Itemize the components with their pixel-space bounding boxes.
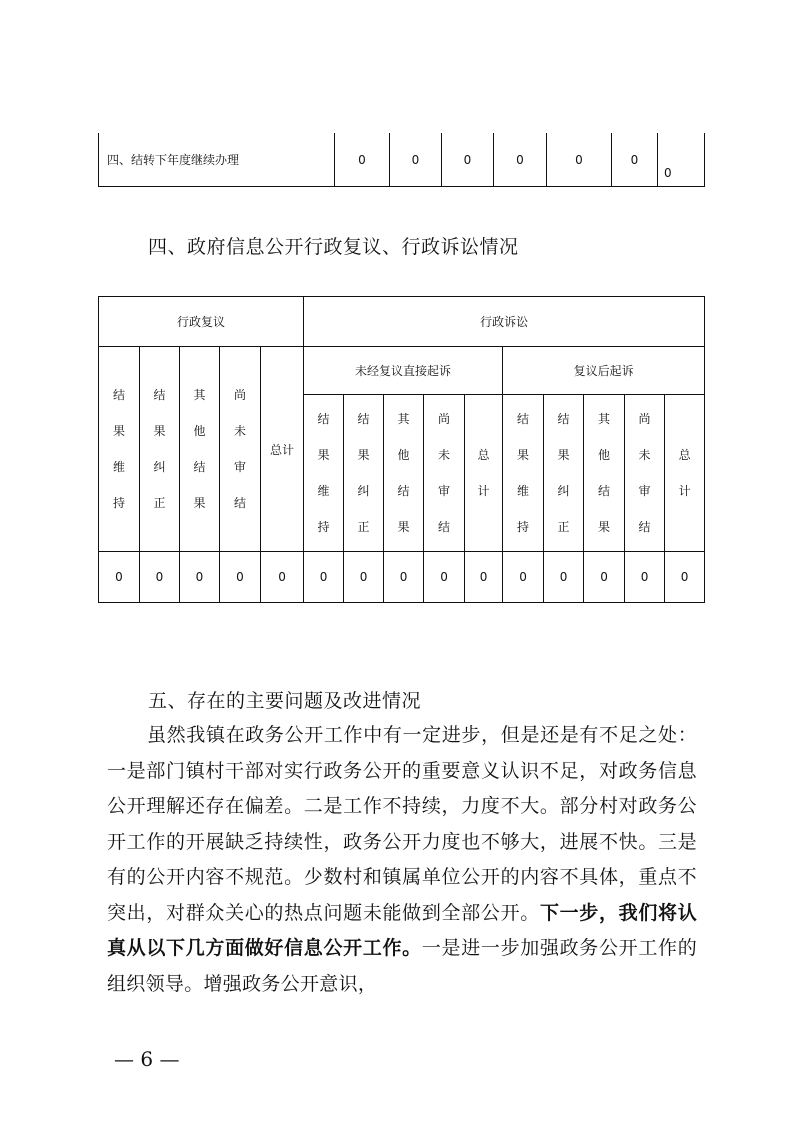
section-heading: 四、政府信息公开行政复议、行政诉讼情况: [148, 236, 519, 258]
carryover-row: [99, 133, 705, 187]
table-cell-value: 0: [424, 552, 465, 603]
col-header-upheld: 结 果 维 持: [304, 395, 344, 552]
table-cell-value: 0: [344, 552, 384, 603]
group-header-review: 行政复议: [99, 297, 304, 347]
table-cell-value: 0: [465, 552, 503, 603]
table-cell-value: 0: [99, 552, 140, 603]
table-cell-value: 0: [584, 552, 625, 603]
carryover-table: [98, 133, 705, 187]
col-header-other: 其 他 结 果: [180, 347, 220, 552]
col-header-pending: 尚 未 审 结: [220, 347, 261, 552]
table-cell-value: 0: [220, 552, 261, 603]
col-header-total: 总 计: [665, 395, 705, 552]
carryover-value: 0: [390, 133, 442, 187]
col-header-pending: 尚 未 审 结: [625, 395, 665, 552]
values-row: [99, 552, 705, 603]
page-number: — 6 —: [114, 1047, 180, 1071]
sub-header-after-review: 复议后起诉: [503, 347, 705, 395]
paragraph-text: 一是进一步加强政务公开工作的组织领导。增强政务公开意识，: [107, 937, 697, 995]
carryover-value: 0: [335, 133, 390, 187]
table-cell-value: 0: [261, 552, 304, 603]
col-header-other: 其 他 结 果: [584, 395, 625, 552]
carryover-value: 0: [612, 133, 658, 187]
col-header-upheld: 结 果 维 持: [503, 395, 544, 552]
table-cell-value: 0: [140, 552, 180, 603]
sub-header-direct: 未经复议直接起诉: [304, 347, 503, 395]
table-cell-value: 0: [384, 552, 424, 603]
col-header-total: 总计: [261, 347, 304, 552]
section-heading: 五、存在的主要问题及改进情况: [148, 690, 422, 712]
group-header-row: [99, 297, 705, 347]
carryover-value: 0: [547, 133, 612, 187]
col-header-corrected: 结 果 纠 正: [544, 395, 584, 552]
body-paragraph: [107, 718, 697, 1002]
carryover-value: 0: [442, 133, 494, 187]
paragraph-text: 虽然我镇在政务公开工作中有一定进步，但是还是有不足之处：一是部门镇村干部对实行政务公开的重要意义认识不足，对政务信息公开理解还存在偏差。二是工作不持续，力度不大。部分村对政务公开工作的开展缺乏持续性，政务公开力度也不够大，进展不快。三是有的公开内容不规范。少数村和镇属单位公开的内容不具体，重点不突出，对群众关心的热点问题未能做到全部公开。: [107, 724, 697, 924]
table-cell-value: 0: [544, 552, 584, 603]
table-cell-value: 0: [665, 552, 705, 603]
paragraph-emphasis: 下一步，我们将认真从以下几方面做好信息公开工作。: [107, 901, 697, 959]
table-cell-value: 0: [625, 552, 665, 603]
table-cell-value: 0: [180, 552, 220, 603]
table-cell-value: 0: [503, 552, 544, 603]
col-header-corrected: 结 果 纠 正: [140, 347, 180, 552]
carryover-label: 四、结转下年度继续办理: [99, 133, 335, 187]
col-header-pending: 尚 未 审 结: [424, 395, 465, 552]
carryover-value: 0: [494, 133, 547, 187]
col-header-upheld: 结 果 维 持: [99, 347, 140, 552]
sub-header-row: [99, 347, 705, 395]
carryover-value: 0: [658, 133, 705, 187]
group-header-litigation: 行政诉讼: [304, 297, 705, 347]
col-header-other: 其 他 结 果: [384, 395, 424, 552]
col-header-total: 总 计: [465, 395, 503, 552]
paragraph-indent: [107, 724, 147, 746]
col-header-corrected: 结 果 纠 正: [344, 395, 384, 552]
table-cell-value: 0: [304, 552, 344, 603]
review-litigation-table: [98, 296, 705, 603]
